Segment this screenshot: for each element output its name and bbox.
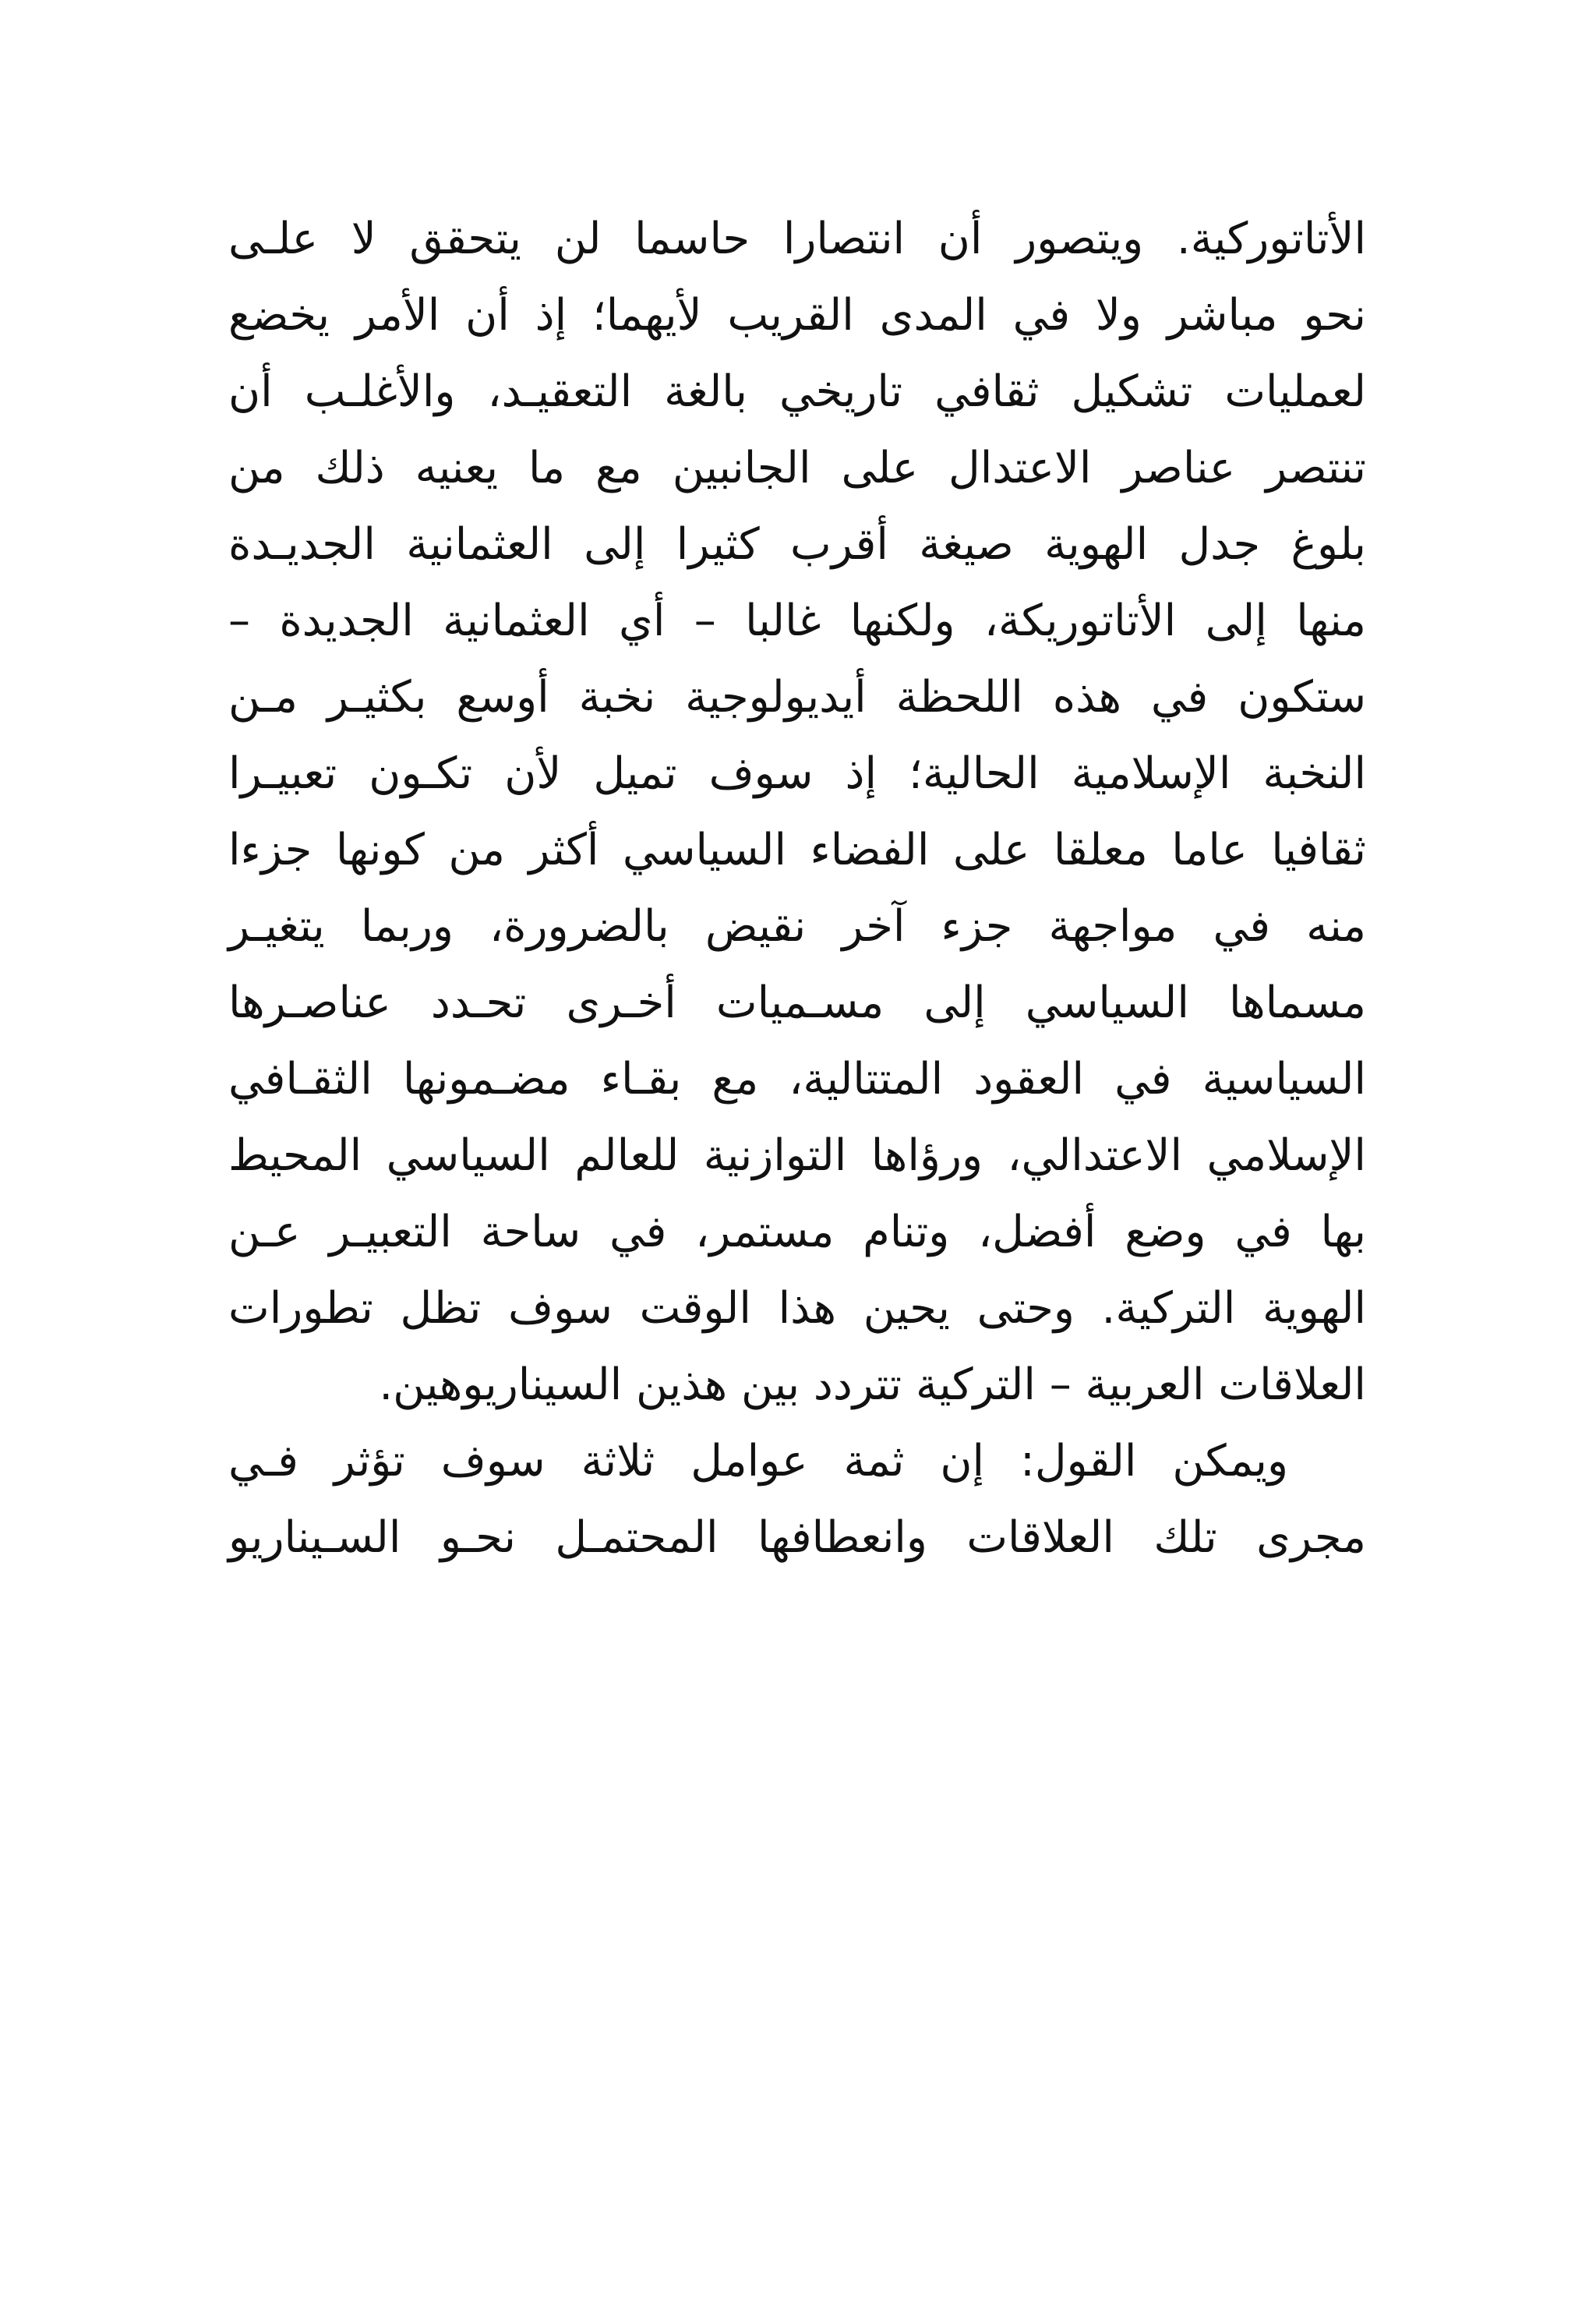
text-line: منها إلى الأتاتوريكة، ولكنها غالبا – أي العثمانية الجديدة – <box>228 596 1366 646</box>
text-line: ستكون في هذه اللحظة أيديولوجية نخبة أوسع بكثيـر مـن <box>228 672 1366 723</box>
text-line: مجرى تلك العلاقات وانعطافها المحتمـل نحـو السـيناريو <box>228 1512 1366 1563</box>
text-line: الأتاتوركية. ويتصور أن انتصارا حاسما لن يتحقق لا علـى <box>228 214 1366 264</box>
paragraph <box>228 201 1366 1423</box>
text-line: لعمليات تشكيل ثقافي تاريخي بالغة التعقيـد، والأغلـب أن <box>228 366 1366 417</box>
text-line: الإسلامي الاعتدالي، ورؤاها التوازنية للعالم السياسي المحيط <box>228 1130 1366 1181</box>
paragraph <box>228 1423 1366 1576</box>
text-line: الهوية التركية. وحتى يحين هذا الوقت سوف تظل تطورات <box>228 1283 1366 1334</box>
text-line: تنتصر عناصر الاعتدال على الجانبين مع ما يعنيه ذلك من <box>228 443 1366 493</box>
text-line: بها في وضع أفضل، وتنام مستمر، في ساحة التعبيـر عـن <box>228 1207 1366 1257</box>
text-line: العلاقات العربية – التركية تتردد بين هذين السيناريوهين. <box>379 1359 1366 1410</box>
text-line: ويمكن القول: إن ثمة عوامل ثلاثة سوف تؤثر فـي <box>228 1436 1288 1487</box>
text-line: نحو مباشر ولا في المدى القريب لأيهما؛ إذ أن الأمر يخضع <box>228 290 1366 341</box>
text-line: منه في مواجهة جزء آخر نقيض بالضرورة، وربما يتغيـر <box>228 901 1366 952</box>
body-text <box>228 201 1366 1576</box>
text-line: ثقافيا عاما معلقا على الفضاء السياسي أكثر من كونها جزءا <box>228 825 1366 875</box>
text-line: مسماها السياسي إلى مسـميات أخـرى تحـدد عناصـرها <box>228 978 1366 1028</box>
text-line: بلوغ جدل الهوية صيغة أقرب كثيرا إلى العثمانية الجديـدة <box>228 519 1366 570</box>
text-line: النخبة الإسلامية الحالية؛ إذ سوف تميل لأن تكـون تعبيـرا <box>228 748 1366 799</box>
text-line: السياسية في العقود المتتالية، مع بقـاء مضـمونها الثقـافي <box>228 1054 1366 1105</box>
